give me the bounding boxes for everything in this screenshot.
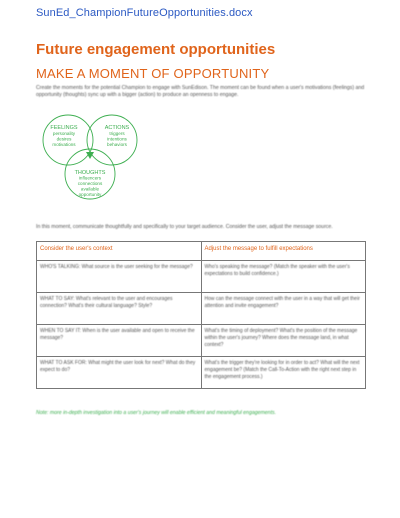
actions-line-1: triggers: [109, 131, 125, 136]
thoughts-title: THOUGHTS: [74, 170, 106, 176]
thoughts-line-3: available: [80, 186, 100, 192]
table-cell: WHEN TO SAY IT: When is the user available and open to receive the message?: [37, 325, 202, 357]
thoughts-line-4: opportunity: [78, 192, 102, 197]
table-cell: WHO'S TALKING: What source is the user seeking for the message?: [37, 261, 202, 293]
table-row: [37, 325, 366, 357]
actions-line-3: behaviors: [107, 142, 127, 147]
feelings-line-2: desires: [56, 136, 72, 142]
table-header-row: [37, 242, 366, 261]
lead-paragraph: In this moment, communicate thoughtfully and specifically to your target audience. Consider the user, adjust the message source.: [36, 224, 333, 230]
page-title: Future engagement opportunities: [36, 41, 276, 58]
table-row: [37, 293, 366, 325]
feelings-line-1: personality: [52, 131, 76, 136]
table-row: [37, 357, 366, 389]
table-cell: What's the timing of deployment? What's the position of the message within the user's journey? Where does the message land, in what context?: [201, 325, 366, 357]
table-row: [37, 261, 366, 293]
table-cell: What's the trigger they're looking for in order to act? What will the next engagement be? (Match the Call-To-Action with the right next step in the engagement process.): [201, 357, 366, 389]
intro-paragraph: Create the moments for the potential Champion to engage with SunEdison. The moment can be found when a user's motivations (feelings) and opportunity (thoughts) sync up with a bigger (action) to produce an openness to engage.: [36, 85, 365, 98]
table-cell: Who's speaking the message? (Match the speaker with the user's expectations to build confidence.): [201, 261, 366, 293]
table-header-context: Consider the user's context: [37, 242, 202, 261]
feelings-line-3: motivations: [52, 142, 76, 147]
document-filename: SunEd_ChampionFutureOpportunities.docx: [36, 7, 253, 19]
table-cell: WHAT TO SAY: What's relevant to the user and encourages connection? What's their cultural language? Style?: [37, 293, 202, 325]
feelings-title: FEELINGS: [50, 125, 78, 131]
table-cell: WHAT TO ASK FOR: What might the user look for next? What do they expect to do?: [37, 357, 202, 389]
table-header-adjust: Adjust the message to fulfill expectations: [201, 242, 366, 261]
footnote: Note: more in-depth investigation into a user's journey will enable efficient and meaningful engagements.: [36, 410, 277, 416]
thoughts-line-1: influencers: [78, 175, 102, 181]
actions-title: ACTIONS: [104, 125, 130, 131]
venn-diagram: [36, 112, 156, 204]
actions-line-2: intentions: [107, 136, 127, 142]
section-heading: MAKE A MOMENT OF OPPORTUNITY: [36, 66, 270, 81]
thoughts-line-2: connections: [77, 181, 103, 186]
table-cell: How can the message connect with the user in a way that will get their attention and invite engagement?: [201, 293, 366, 325]
context-table: [36, 241, 366, 389]
